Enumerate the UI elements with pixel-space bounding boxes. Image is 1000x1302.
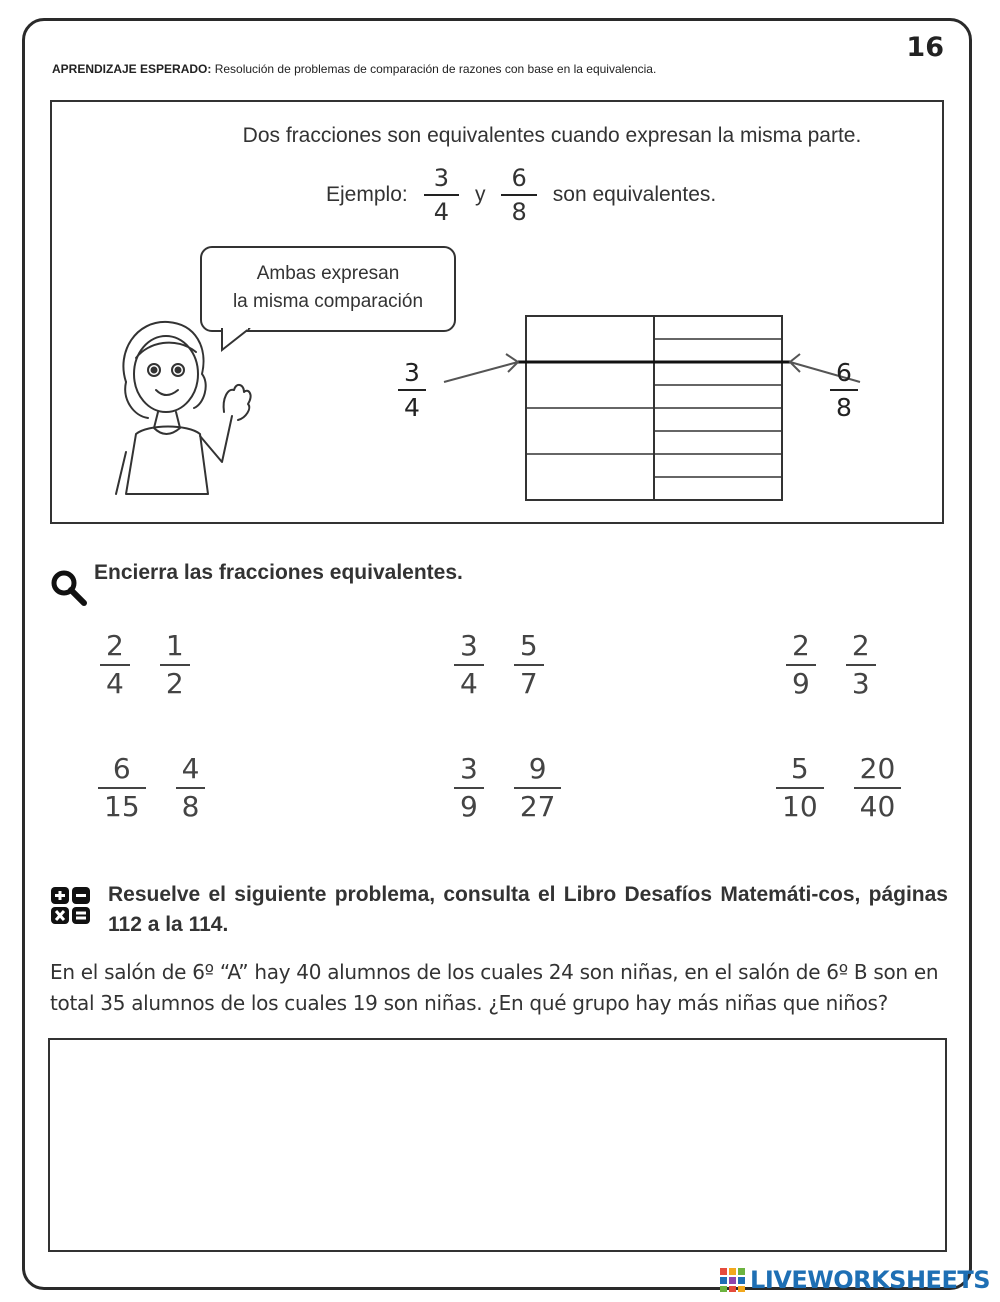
definition-text: Dos fracciones son equivalentes cuando expresan la misma parte. — [242, 124, 862, 147]
fraction-denominator: 15 — [98, 787, 146, 821]
exercise1-heading: Encierra las fracciones equivalentes. — [94, 561, 463, 584]
fraction-numerator: 1 — [165, 629, 184, 662]
example-connector: y — [474, 183, 486, 206]
fraction-numerator: 9 — [528, 752, 547, 785]
fraction-numerator: 6 — [836, 358, 852, 387]
fraction-pair[interactable] — [776, 752, 931, 823]
bubble-line-1: Ambas expresan — [256, 263, 400, 284]
fraction-denominator: 27 — [514, 787, 562, 821]
fraction-numerator: 3 — [404, 358, 420, 387]
liveworksheets-brand[interactable] — [720, 1266, 990, 1294]
fraction[interactable] — [98, 752, 146, 823]
fraction-denominator: 8 — [501, 194, 536, 224]
answer-box[interactable] — [48, 1038, 947, 1252]
fraction-denominator: 8 — [830, 389, 858, 420]
example-suffix: son equivalentes. — [552, 183, 717, 206]
fraction-numerator: 3 — [433, 164, 449, 192]
fraction-numerator: 6 — [511, 164, 527, 192]
fraction-denominator: 3 — [846, 664, 876, 698]
fraction[interactable] — [514, 752, 562, 823]
fraction-numerator: 6 — [112, 752, 131, 785]
fraction[interactable] — [786, 629, 816, 700]
fraction-denominator: 4 — [454, 664, 484, 698]
fraction[interactable] — [454, 752, 484, 823]
fraction-denominator: 4 — [100, 664, 130, 698]
learning-objective — [52, 62, 656, 76]
example-fraction-a — [424, 166, 459, 224]
brand-name: LIVEWORKSHEETS — [750, 1266, 990, 1294]
fraction-denominator: 10 — [776, 787, 824, 821]
fraction-denominator: 8 — [176, 787, 206, 821]
fraction-denominator: 9 — [454, 787, 484, 821]
fraction-denominator: 9 — [786, 664, 816, 698]
fraction-numerator: 5 — [519, 629, 538, 662]
objective-label: APRENDIZAJE ESPERADO: — [52, 62, 212, 76]
fraction[interactable] — [776, 752, 824, 823]
left-arrow — [444, 354, 518, 382]
problem-text: En el salón de 6º “A” hay 40 alumnos de los cuales 24 son niñas, en el salón de 6º B son en total 35 alumnos de los cuales 19 son niñas. ¿En qué grupo hay más niñas que niños? — [50, 960, 939, 1015]
fraction-denominator: 4 — [424, 194, 459, 224]
fraction-numerator: 2 — [792, 629, 810, 662]
fraction-pair[interactable] — [98, 752, 235, 823]
page-number: 16 — [906, 32, 944, 63]
fraction-numerator: 5 — [790, 752, 809, 785]
example-row — [326, 166, 716, 224]
fraction-pair[interactable] — [454, 629, 574, 700]
fraction[interactable] — [854, 752, 902, 823]
fraction-denominator: 4 — [398, 389, 426, 420]
fraction-denominator: 40 — [854, 787, 902, 821]
fraction-pair[interactable] — [454, 752, 591, 823]
bubble-line-2: la misma comparación — [232, 291, 424, 312]
liveworksheets-logo-icon — [720, 1268, 746, 1292]
concept-box — [50, 100, 944, 524]
fraction-numerator: 20 — [859, 752, 896, 785]
objective-text: Resolución de problemas de comparación de razones con base en la equivalencia. — [214, 62, 657, 76]
fraction-numerator: 3 — [460, 629, 478, 662]
fraction-numerator: 4 — [181, 752, 200, 785]
fraction[interactable] — [176, 752, 206, 823]
calculator-icon — [50, 886, 94, 926]
fraction-numerator: 2 — [851, 629, 870, 662]
fraction-denominator: 7 — [514, 664, 544, 698]
example-fraction-b — [501, 166, 536, 224]
fraction[interactable] — [100, 629, 130, 700]
equivalence-diagram — [382, 302, 942, 512]
diagram-fraction-left — [398, 360, 426, 420]
fraction-denominator: 2 — [160, 664, 190, 698]
fraction-numerator: 2 — [106, 629, 124, 662]
fraction[interactable] — [514, 629, 544, 700]
fraction[interactable] — [454, 629, 484, 700]
example-label: Ejemplo: — [326, 183, 408, 206]
fraction-pair[interactable] — [100, 629, 220, 700]
fraction[interactable] — [160, 629, 190, 700]
magnifier-icon — [50, 568, 90, 606]
girl-illustration — [96, 312, 256, 498]
fraction-numerator: 3 — [460, 752, 478, 785]
diagram-fraction-right — [830, 360, 858, 420]
exercise2-heading: Resuelve el siguiente problema, consulta el Libro Desafíos Matemáti-cos, páginas 112 a la 114. — [108, 883, 948, 936]
fraction-pair[interactable] — [786, 629, 906, 700]
fraction[interactable] — [846, 629, 876, 700]
